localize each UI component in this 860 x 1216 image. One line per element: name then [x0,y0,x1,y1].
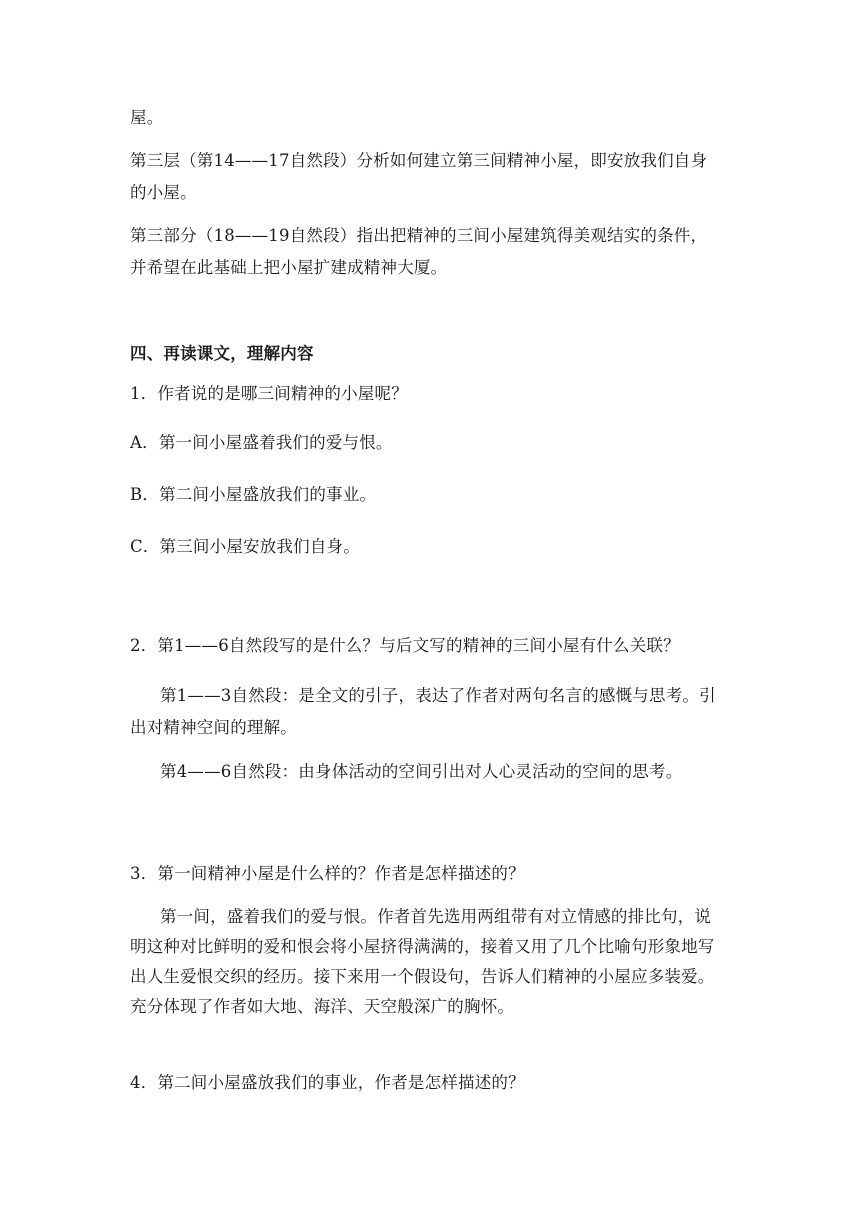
text-line: 第一间，盛着我们的爱与恨。作者首先选用两组带有对立情感的排比句，说 [160,907,712,926]
text-line: 充分体现了作者如大地、海洋、天空般深广的胸怀。 [130,997,515,1016]
question-line: 3．第一间精神小屋是什么样的？作者是怎样描述的？ [130,864,525,883]
question-line: 1．作者说的是哪三间精神的小屋呢？ [130,384,408,403]
text-line: 第三部分（18——19自然段）指出把精神的三间小屋建筑得美观结实的条件， [130,226,708,245]
text-line: 出对精神空间的理解。 [130,718,297,737]
text-line: 屋。 [130,108,164,127]
text-line: 第4——6自然段：由身体活动的空间引出对人心灵活动的空间的思考。 [160,762,683,781]
question-line: 2．第1——6自然段写的是什么？与后文写的精神的三间小屋有什么关联？ [130,636,680,655]
question-line: 4．第二间小屋盛放我们的事业，作者是怎样描述的？ [130,1073,525,1092]
text-line: 明这种对比鲜明的爱和恨会将小屋挤得满满的，接着又用了几个比喻句形象地写 [130,937,715,956]
text-line: 并希望在此基础上把小屋扩建成精神大厦。 [130,258,448,277]
answer-option-a: A．第一间小屋盛着我们的爱与恨。 [130,433,393,452]
section-heading: 四、再读课文，理解内容 [130,344,314,363]
text-line: 第三层（第14——17自然段）分析如何建立第三间精神小屋，即安放我们自身 [130,151,708,170]
text-line: 的小屋。 [130,183,197,202]
answer-option-b: B．第二间小屋盛放我们的事业。 [130,485,377,504]
answer-option-c: C．第三间小屋安放我们自身。 [130,537,360,556]
text-line: 出人生爱恨交织的经历。接下来用一个假设句，告诉人们精神的小屋应多装爱。 [130,967,715,986]
text-line: 第1——3自然段：是全文的引子，表达了作者对两句名言的感慨与思考。引 [160,686,716,705]
